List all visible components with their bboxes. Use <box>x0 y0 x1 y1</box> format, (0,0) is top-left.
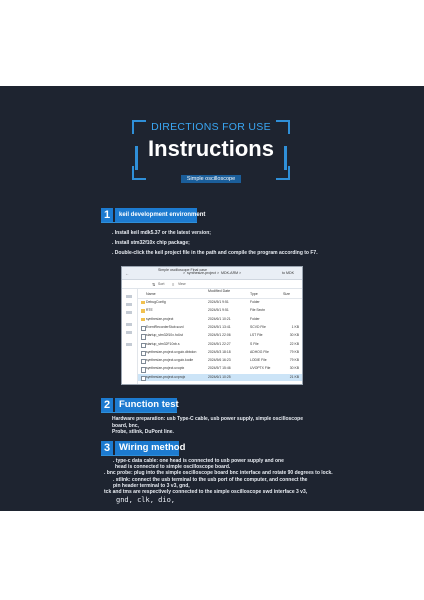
breadcrumb-separator: > <box>183 271 186 275</box>
explorer-toolbar <box>122 280 302 289</box>
file-date: 2024/5/1 22:06 <box>208 333 231 338</box>
instruction-line: board, bnc, <box>112 422 139 429</box>
nav-item[interactable] <box>126 331 132 334</box>
file-name: startup_stm32F10xb.s <box>146 341 180 346</box>
column-headers <box>138 289 302 299</box>
breadcrumb-separator: > <box>239 271 242 275</box>
instruction-line: . type-c data cable: one head is connected to usb power supply and one <box>113 458 284 464</box>
file-type: File Sectn <box>250 308 266 313</box>
section-number: 3 <box>101 441 113 455</box>
folder-icon <box>141 318 145 321</box>
instruction-line: pin header terminal to 3 v3, gnd, <box>113 483 190 489</box>
file-type: Folder <box>250 300 260 304</box>
file-date: 2024/5/3 18:18 <box>208 349 231 354</box>
breadcrumb-item[interactable]: Simple oscilloscope Final case <box>158 268 207 272</box>
file-row[interactable] <box>138 324 302 331</box>
file-row[interactable] <box>138 357 302 364</box>
file-name: EventRecorderStub.scvd <box>146 324 184 329</box>
instruction-line: . Install keil mdk5.37 or the latest version; <box>112 230 211 236</box>
section-number: 1 <box>101 208 113 222</box>
file-row[interactable] <box>138 316 302 323</box>
file-type: LST File <box>250 333 263 338</box>
file-name: DebugConfig <box>146 300 166 304</box>
title-frame <box>132 116 290 182</box>
file-size: 79 KB <box>289 358 299 363</box>
file-date: 2024/5/1 9:51 <box>208 300 229 304</box>
section-number: 2 <box>101 398 113 412</box>
file-size: 79 KB <box>289 349 299 354</box>
column-date[interactable]: Modified Date <box>208 288 231 293</box>
instruction-line: Hardware preparation: usb Type-C cable, usb power supply, simple oscilloscope <box>112 416 303 422</box>
nav-item[interactable] <box>126 311 132 314</box>
file-row[interactable] <box>138 349 302 356</box>
instruction-line: . Double-click the keil project file in the path and compile the program according to F7. <box>112 250 318 256</box>
file-name: synthesize-project <box>146 316 174 321</box>
page-title: Instructions <box>148 136 274 161</box>
subtitle-badge <box>132 167 290 185</box>
file-date: 2024/6/1 10:21 <box>208 316 231 321</box>
nav-item[interactable] <box>126 323 132 326</box>
file-row[interactable] <box>138 307 302 314</box>
file-date: 2024/5/1 9:51 <box>208 308 229 313</box>
instruction-line: . bnc probe: plug into the simple oscilloscope board bnc interface and rotate 90 degrees to lock. <box>104 470 333 476</box>
file-name: synthesize-project.uvguix.dbbdon <box>146 349 197 354</box>
file-date: 2024/5/7 15:46 <box>208 366 231 371</box>
file-type: SCVD File <box>250 324 266 329</box>
file-date: 2024/5/6 16:23 <box>208 358 231 363</box>
section-label: Function test <box>115 398 177 412</box>
file-row[interactable] <box>138 365 302 372</box>
section-rule <box>101 412 177 413</box>
file-size: 21 KB <box>289 374 299 379</box>
file-type: Folder <box>250 316 260 321</box>
file-name: synthesize-project.uvguix.kodie <box>146 358 194 363</box>
file-row[interactable] <box>138 299 302 306</box>
file-name: synthesize-project.uvoptx <box>146 366 185 371</box>
column-type[interactable]: Type <box>250 292 258 296</box>
folder-icon <box>141 301 145 304</box>
breadcrumb-item[interactable]: MDK-ARM <box>221 271 239 275</box>
file-size: 1 KB <box>291 324 299 329</box>
file-size: 30 KB <box>289 366 299 371</box>
file-row[interactable] <box>138 374 302 381</box>
breadcrumb-separator: > <box>217 271 220 275</box>
section-label: Wiring method <box>115 441 179 455</box>
instruction-line: . Install stm32f10x chip package; <box>112 240 190 246</box>
instruction-line: head is connected to simple oscilloscope board. <box>115 464 231 470</box>
view-button[interactable]: View <box>178 282 186 286</box>
column-size[interactable]: Size <box>283 292 290 296</box>
nav-item[interactable] <box>126 303 132 306</box>
back-arrow-icon: ← <box>125 271 129 276</box>
subtitle-text: Simple oscilloscope <box>181 175 241 183</box>
file-date: 2024/6/1 10:25 <box>208 374 231 379</box>
view-icon: ≡ <box>172 281 175 287</box>
section-rule <box>101 455 179 456</box>
folder-icon <box>141 309 145 312</box>
breadcrumb-item[interactable]: synthesize-project <box>187 271 216 275</box>
instruction-line: Probe, stlink, DuPont line. <box>112 429 174 435</box>
file-size: 30 KB <box>289 333 299 338</box>
file-type: LODIE File <box>250 358 267 363</box>
file-name: startup_stm32f10x.hd.lst <box>146 333 183 338</box>
column-name[interactable]: Name <box>146 292 156 296</box>
section-label: keil development environment <box>115 208 197 222</box>
file-date: 2024/5/1 22:27 <box>208 341 231 346</box>
nav-item[interactable] <box>126 343 132 346</box>
address-bar <box>122 267 302 280</box>
instruction-line: tck and tms are respectively connected to the simple oscilloscope swd interface 3 v3, <box>104 489 308 495</box>
nav-item[interactable] <box>126 295 132 298</box>
instruction-line: . stlink: connect the usb terminal to the usb port of the computer, and connect the <box>113 477 308 483</box>
file-type: UVOPTX File <box>250 366 271 371</box>
navigation-pane <box>122 289 138 384</box>
instruction-line: gnd, clk, dio, <box>116 496 176 504</box>
sort-icon: ⇅ <box>152 281 156 287</box>
sort-button[interactable]: Sort <box>158 282 165 286</box>
file-type: S File <box>250 341 259 346</box>
file-type: ADHOG File <box>250 349 269 354</box>
file-name: synthesize-project.uvprojx <box>146 374 186 379</box>
directions-heading: DIRECTIONS FOR USE <box>151 121 271 133</box>
file-explorer-screenshot <box>121 266 303 385</box>
file-size: 22 KB <box>289 341 299 346</box>
file-row[interactable] <box>138 332 302 339</box>
file-row[interactable] <box>138 341 302 348</box>
file-date: 2024/5/1 13:41 <box>208 324 231 329</box>
section-rule <box>101 222 197 223</box>
file-name: RTE <box>146 308 153 313</box>
search-box[interactable]: to MDK <box>282 271 294 275</box>
